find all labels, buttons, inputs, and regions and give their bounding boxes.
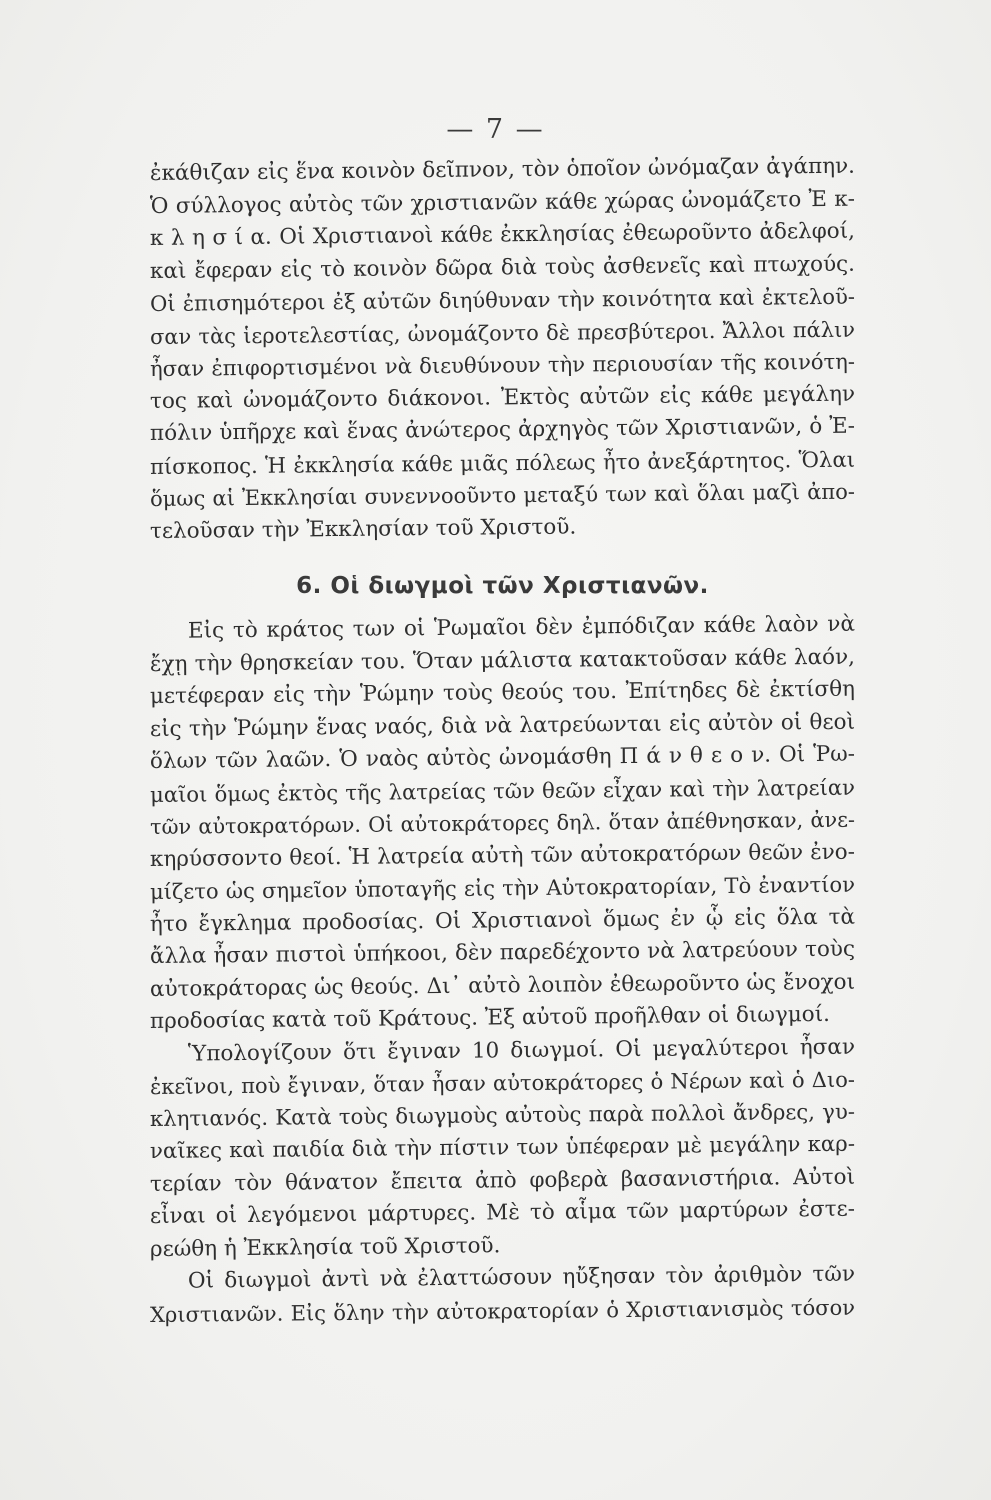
text-line: Οἱ διωγμοὶ ἀντὶ νὰ ἐλαττώσουν ηὔξησαν τὸν ἀριθμὸν τῶν — [187, 1261, 856, 1294]
text-line: εἰς τὴν Ῥώμην ἕνας ναός, διὰ νὰ λατρεύωνται εἰς αὐτὸν οἱ θεοὶ — [149, 709, 856, 742]
text-line: τερίαν τὸν θάνατον ἔπειτα ἀπὸ φοβερὰ βασανιστήρια. Αὐτοὶ — [149, 1164, 856, 1197]
text-line: κλητιανός. Κατὰ τοὺς διωγμοὺς αὐτοὺς παρὰ πολλοὶ ἄνδρες, γυ- — [149, 1099, 856, 1132]
body-text — [149, 153, 856, 1331]
text-line: Ὑπολογίζουν ὅτι ἔγιναν 10 διωγμοί. Οἱ μεγαλύτεροι ἦσαν — [187, 1034, 856, 1067]
section-heading: 6. Οἱ διωγμοὶ τῶν Χριστιανῶν. — [296, 573, 709, 599]
text-line: ἦσαν ἐπιφορτισμένοι νὰ διευθύνουν τὴν περιουσίαν τῆς κοινότη- — [149, 348, 856, 381]
text-line: ἄλλα ἦσαν πιστοὶ ὑπήκοοι, δὲν παρεδέχοντο νὰ λατρεύουν τοὺς — [149, 936, 856, 969]
text-line: κηρύσσοντο θεοί. Ἡ λατρεία αὐτὴ τῶν αὐτοκρατόρων θεῶν ἐνο- — [149, 839, 856, 872]
text-line: μίζετο ὡς σημεῖον ὑποταγῆς εἰς τὴν Αὐτοκρατορίαν, Τὸ ἐναντίον — [149, 871, 856, 904]
text-line: πίσκοπος. Ἡ ἐκκλησία κάθε μιᾶς πόλεως ἦτο ἀνεξάρτητος. Ὅλαι — [149, 446, 856, 479]
text-line: ναῖκες καὶ παιδία διὰ τὴν πίστιν των ὑπέφεραν μὲ μεγάλην καρ- — [149, 1131, 856, 1164]
text-line: αὐτοκράτορας ὡς θεούς. Δι᾽ αὐτὸ λοιπὸν ἐθεωροῦντο ὡς ἔνοχοι — [149, 969, 856, 1002]
text-line: Ὁ σύλλογος αὐτὸς τῶν χριστιανῶν κάθε χώρας ὠνομάζετο Ἐ κ- — [149, 186, 856, 219]
text-line: εἶναι οἱ λεγόμενοι μάρτυρες. Μὲ τὸ αἷμα τῶν μαρτύρων ἐστε- — [149, 1196, 856, 1229]
text-line: τος καὶ ὠνομάζοντο διάκονοι. Ἐκτὸς αὐτῶν εἰς κάθε μεγάλην — [149, 381, 856, 414]
text-line: Οἱ ἐπισημότεροι ἐξ αὐτῶν διηύθυναν τὴν κοινότητα καὶ ἐκτελοῦ- — [149, 283, 856, 316]
text-line: ρεώθη ἡ Ἐκκλησία τοῦ Χριστοῦ. — [149, 1232, 501, 1262]
text-line: πόλιν ὑπῆρχε καὶ ἕνας ἀνώτερος ἀρχηγὸς τῶν Χριστιανῶν, ὁ Ἐ- — [149, 413, 856, 446]
text-line: ὅμως αἱ Ἐκκλησίαι συνεννοοῦντο μεταξύ των καὶ ὅλαι μαζὶ ἀπο- — [149, 478, 856, 511]
page-number: — 7 — — [446, 114, 545, 145]
paragraph-1 — [149, 153, 856, 548]
text-line: ὅλων τῶν λαῶν. Ὁ ναὸς αὐτὸς ὠνομάσθη Π ά ν θ ε ο ν. Οἱ Ῥω- — [149, 741, 856, 774]
text-line: ἐκάθιζαν εἰς ἕνα κοινὸν δεῖπνον, τὸν ὁποῖον ὠνόμαζαν ἀγάπην. — [149, 153, 856, 186]
text-line: μετέφεραν εἰς τὴν Ῥώμην τοὺς θεούς του. Ἐπίτηδες δὲ ἐκτίσθη — [149, 676, 856, 709]
text-line: ἦτο ἔγκλημα προδοσίας. Οἱ Χριστιανοὶ ὅμως ἐν ᾧ εἰς ὅλα τὰ — [149, 904, 856, 937]
paragraph-3 — [149, 1034, 856, 1267]
text-line: Εἰς τὸ κράτος των οἱ Ῥωμαῖοι δὲν ἐμπόδιζαν κάθε λαὸν νὰ — [187, 611, 856, 644]
text-line: ἔχῃ τὴν θρησκείαν του. Ὅταν μάλιστα κατακτοῦσαν κάθε λαόν, — [149, 644, 856, 677]
text-line: μαῖοι ὅμως ἐκτὸς τῆς λατρείας τῶν θεῶν εἶχαν καὶ τὴν λατρείαν — [149, 774, 856, 807]
text-line: τελοῦσαν τὴν Ἐκκλησίαν τοῦ Χριστοῦ. — [149, 514, 577, 544]
text-line: τῶν αὐτοκρατόρων. Οἱ αὐτοκράτορες δηλ. ὅταν ἀπέθνησκαν, ἀνε- — [149, 807, 856, 839]
text-line: προδοσίας κατὰ τοῦ Κράτους. Ἐξ αὐτοῦ προῆλθαν οἱ διωγμοί. — [149, 1001, 831, 1034]
paragraph-2 — [149, 611, 856, 1039]
text-line: Χριστιανῶν. Εἰς ὅλην τὴν αὐτοκρατορίαν ὁ Χριστιανισμὸς τόσον — [149, 1294, 856, 1327]
text-line: ἐκεῖνοι, ποὺ ἔγιναν, ὅταν ἦσαν αὐτοκράτορες ὁ Νέρων καὶ ὁ Διο- — [149, 1066, 856, 1099]
text-line: σαν τὰς ἱεροτελεστίας, ὠνομάζοντο δὲ πρεσβύτεροι. Ἄλλοι πάλιν — [149, 317, 856, 349]
paragraph-4 — [149, 1261, 856, 1331]
text-line: κ λ η σ ί α. Οἱ Χριστιανοὶ κάθε ἐκκλησίας ἐθεωροῦντο ἀδελφοί, — [149, 218, 856, 251]
text-line: καὶ ἔφεραν εἰς τὸ κοινὸν δῶρα διὰ τοὺς ἀσθενεῖς καὶ πτωχούς. — [149, 251, 856, 284]
